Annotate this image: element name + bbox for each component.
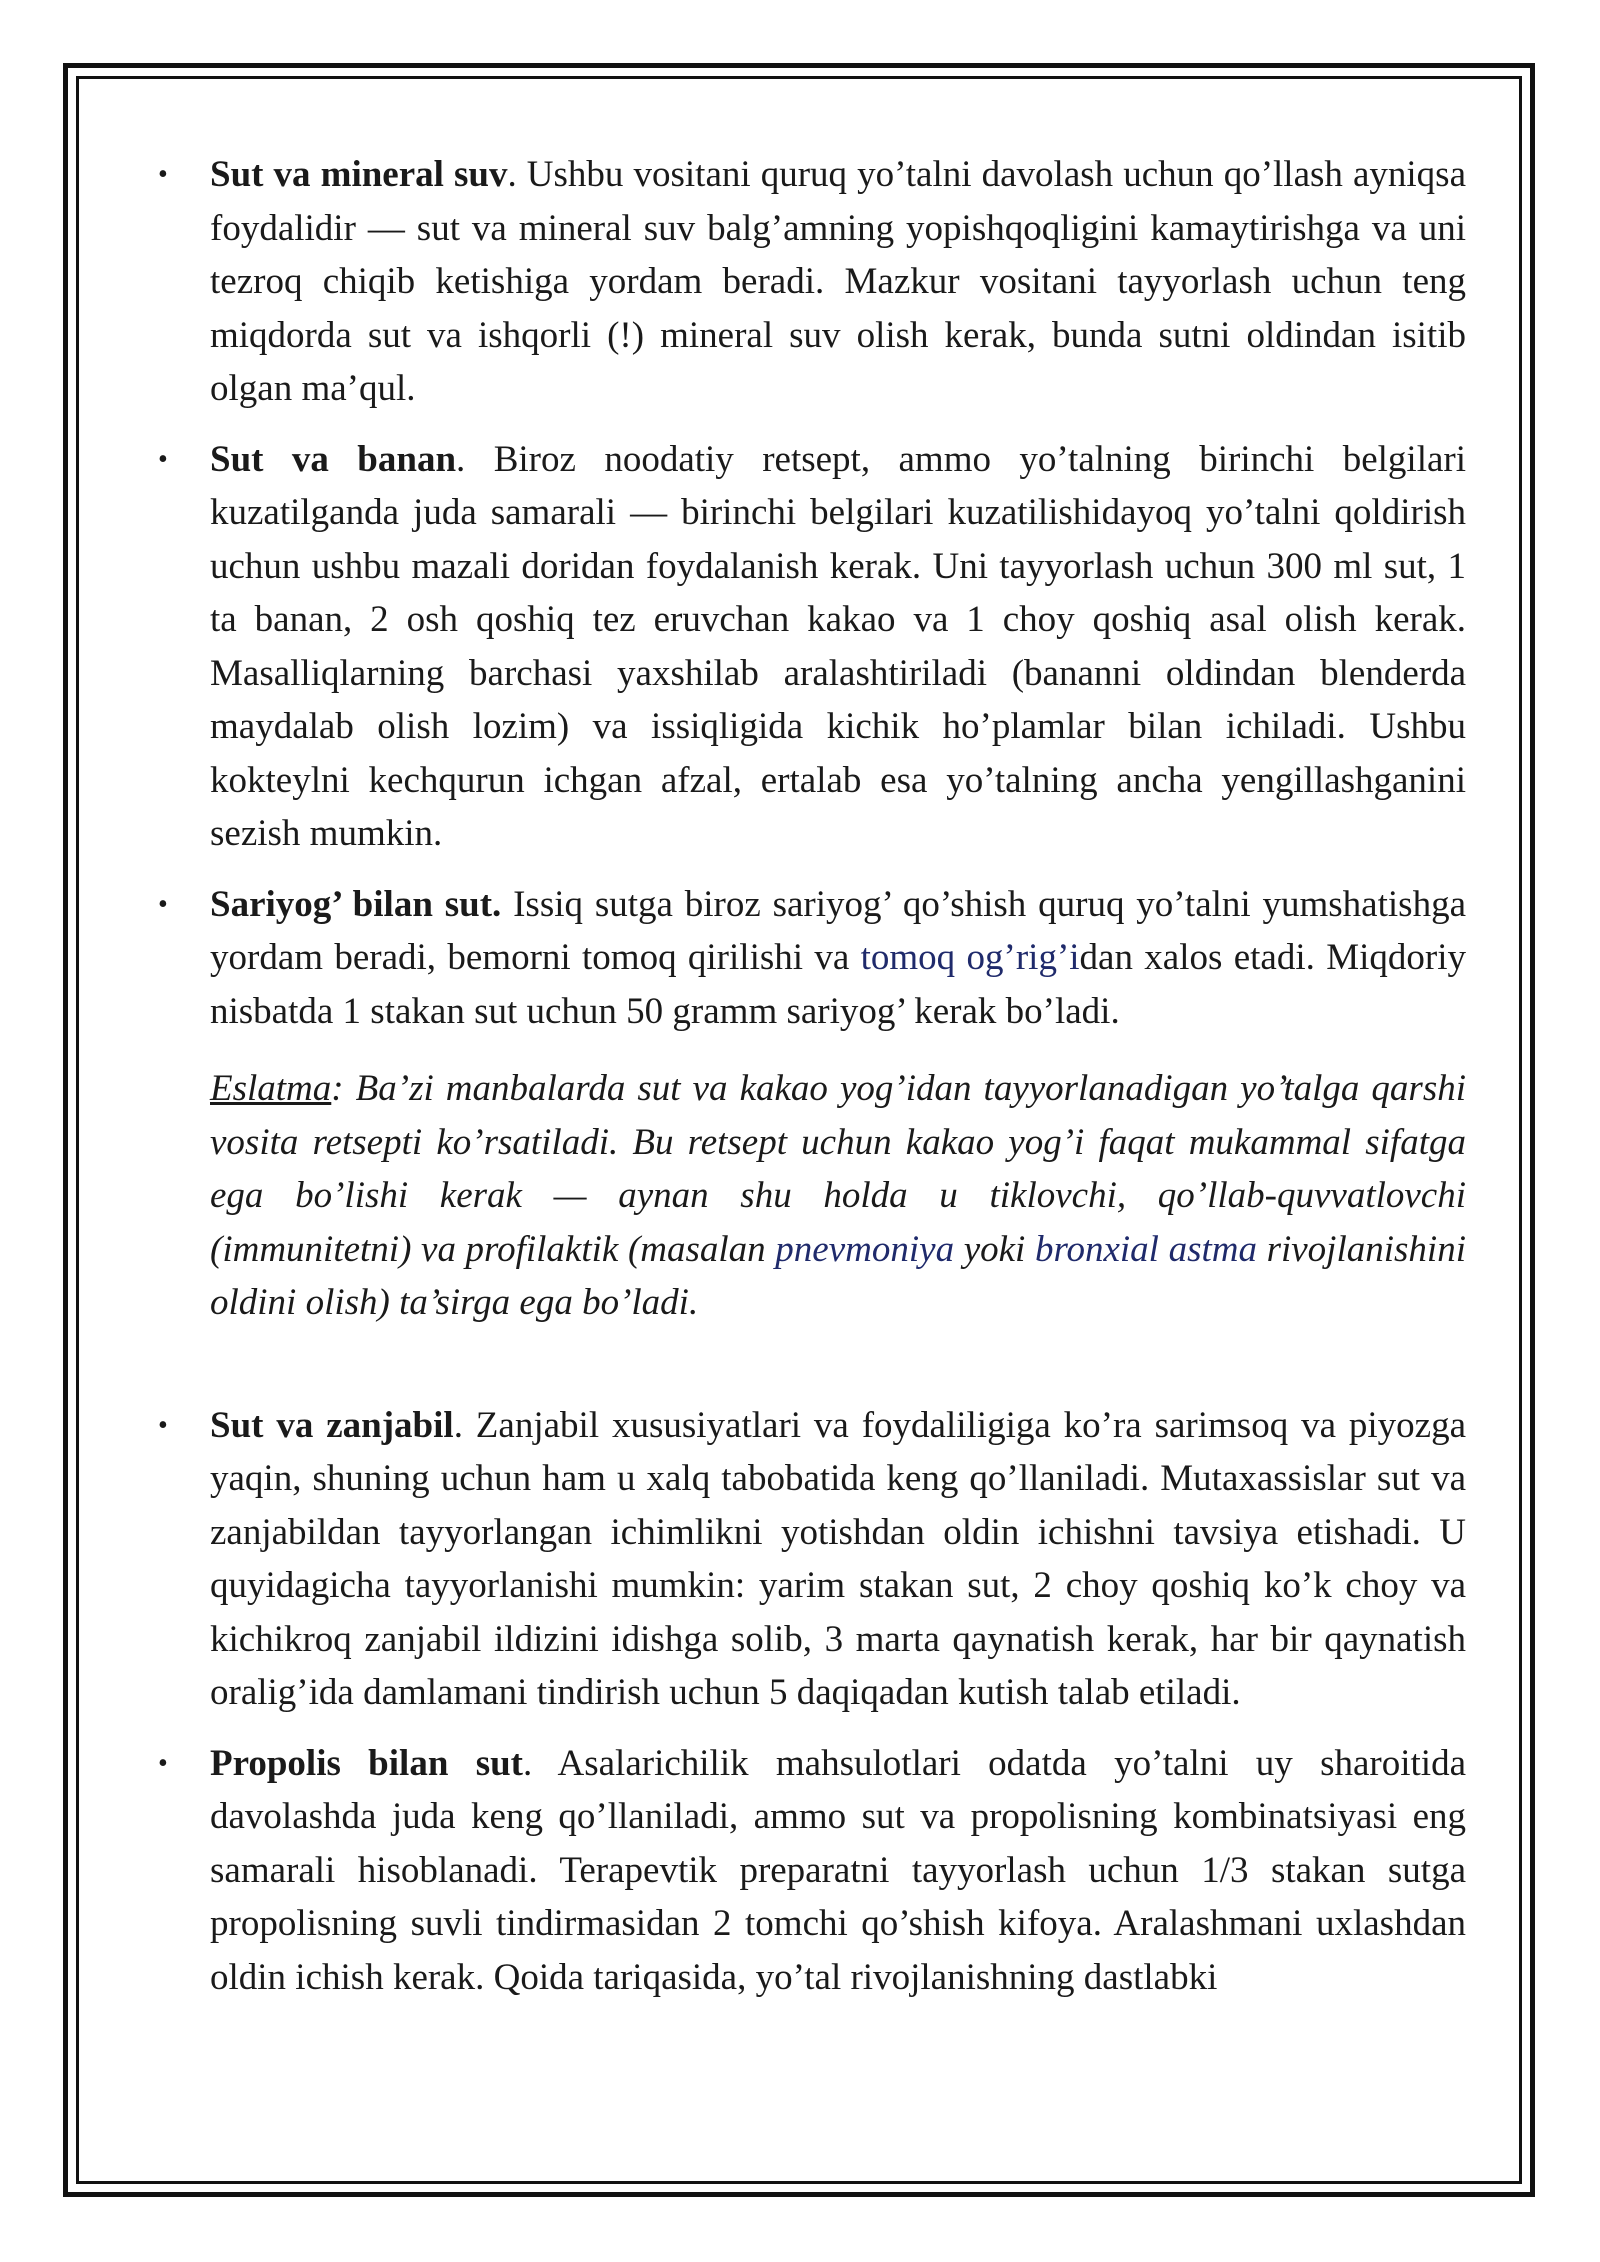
link-tomoq-ogrigi[interactable]: tomoq og’rig’i bbox=[860, 937, 1080, 978]
item-title: Propolis bilan sut bbox=[210, 1742, 523, 1784]
item-text: . Asalarichilik mahsulotlari odatda yo’talni uy sharoitida davolashda juda keng qo’llaniladi, ammo sut va propolisning kombinatsiyasi eng samarali hisoblanadi. Terapevtik preparatni tayyorlash uchun 1/3 stakan sutga propolisning suvli tindirmasidan 2 tomchi qo’shish kifoya. Aralashmani uxlashdan oldin ichish kerak. Qoida tariqasida, yo’tal rivojlanishning dastlabki bbox=[210, 1742, 1466, 1998]
document-body bbox=[158, 148, 1467, 2021]
link-pnevmoniya[interactable]: pnevmoniya bbox=[775, 1228, 955, 1270]
bullet-icon: • bbox=[158, 1747, 168, 1779]
list-item-sut-banan bbox=[158, 433, 1467, 861]
bullet-icon: • bbox=[158, 159, 168, 190]
bullet-icon: • bbox=[158, 443, 168, 475]
link-bronxial-astma[interactable]: bronxial astma bbox=[1034, 1228, 1257, 1270]
bullet-icon: • bbox=[158, 1409, 168, 1441]
item-text: dan xalos etadi. Miqdoriy nisbatda 1 stakan sut uchun 50 gramm sariyog’ kerak bo’ladi. bbox=[210, 937, 1466, 1032]
note-text: : Ba’zi manbalarda sut va kakao yog’idan tayyorlanadigan yo’talga qarshi vosita retsepti ko’rsatiladi. Bu retsept uchun kakao yog’i faqat mukammal sifatga ega bo’lishi kerak — aynan shu holda u tiklovchi, qo’llab-quvvatlovchi (immunitetni) va profilaktik (masalan bbox=[210, 1068, 1466, 1270]
item-text: . Zanjabil xususiyatlari va foydaliligiga ko’ra sarimsoq va piyozga yaqin, shuning uchun ham u xalq tabobatida keng qo’llaniladi. Mutaxassislar sut va zanjabildan tayyorlangan ichimlikni yotishdan oldin ichishni tavsiya etishadi. U quyidagicha tayyorlanishi mumkin: yarim stakan sut, 2 choy qoshiq ko’k choy va kichikroq zanjabil ildizini idishga solib, 3 marta qaynatish kerak, har bir qaynatish oralig’ida damlamani tindirish uchun 5 daqiqadan kutish talab etiladi. bbox=[210, 1404, 1466, 1713]
item-text: . Ushbu vositani quruq yo’talni davolash uchun qo’llash ayniqsa foydalidir — sut va mineral suv balg’amning yopishqoqligini kamaytirishga va uni tezroq chiqib ketishiga yordam beradi. Mazkur vositani tayyorlash uchun teng miqdorda sut va ishqorli (!) mineral suv olish kerak, bunda sutni oldindan isitib olgan ma’qul. bbox=[210, 154, 1467, 409]
item-text: . Biroz noodatiy retsept, ammo yo’talning birinchi belgilari kuzatilganda juda samarali — birinchi belgilari kuzatilishidayoq yo’talni qoldirish uchun ushbu mazali doridan foydalanish kerak. Uni tayyorlash uchun 300 ml sut, 1 ta banan, 2 osh qoshiq tez eruvchan kakao va 1 choy qoshiq asal olish kerak. Masalliqlarning barchasi yaxshilab aralashtiriladi (bananni oldindan blenderda maydalab olish lozim) va issiqligida kichik ho’plamlar bilan ichiladi. Ushbu kokteylni kechqurun ichgan afzal, ertalab esa yo’talning ancha yengillashganini sezish mumkin. bbox=[210, 438, 1467, 854]
list-item-sariyog-sut bbox=[158, 878, 1466, 1330]
item-title: Sut va banan bbox=[210, 438, 457, 480]
note-label: Eslatma bbox=[210, 1068, 332, 1109]
item-title: Sut va mineral suv bbox=[210, 154, 508, 195]
note-paragraph bbox=[210, 1062, 1466, 1330]
note-text: yoki bbox=[954, 1228, 1035, 1270]
item-title: Sut va zanjabil bbox=[210, 1404, 454, 1446]
item-title: Sariyog’ bilan sut. bbox=[210, 883, 502, 925]
spacer bbox=[210, 1347, 1466, 1399]
list-item-sut-zanjabil bbox=[158, 1399, 1466, 1720]
bullet-icon: • bbox=[158, 888, 168, 920]
list-item-propolis-sut bbox=[158, 1737, 1466, 2005]
list-item-sut-mineral-suv bbox=[158, 148, 1467, 416]
item-text: Issiq sutga biroz sariyog’ qo’shish quruq yo’talni yumshatishga yordam beradi, bemorni tomoq qirilishi va bbox=[210, 883, 1466, 978]
note-text: rivojlanishini oldini olish) ta’sirga ega bo’ladi. bbox=[210, 1228, 1466, 1323]
